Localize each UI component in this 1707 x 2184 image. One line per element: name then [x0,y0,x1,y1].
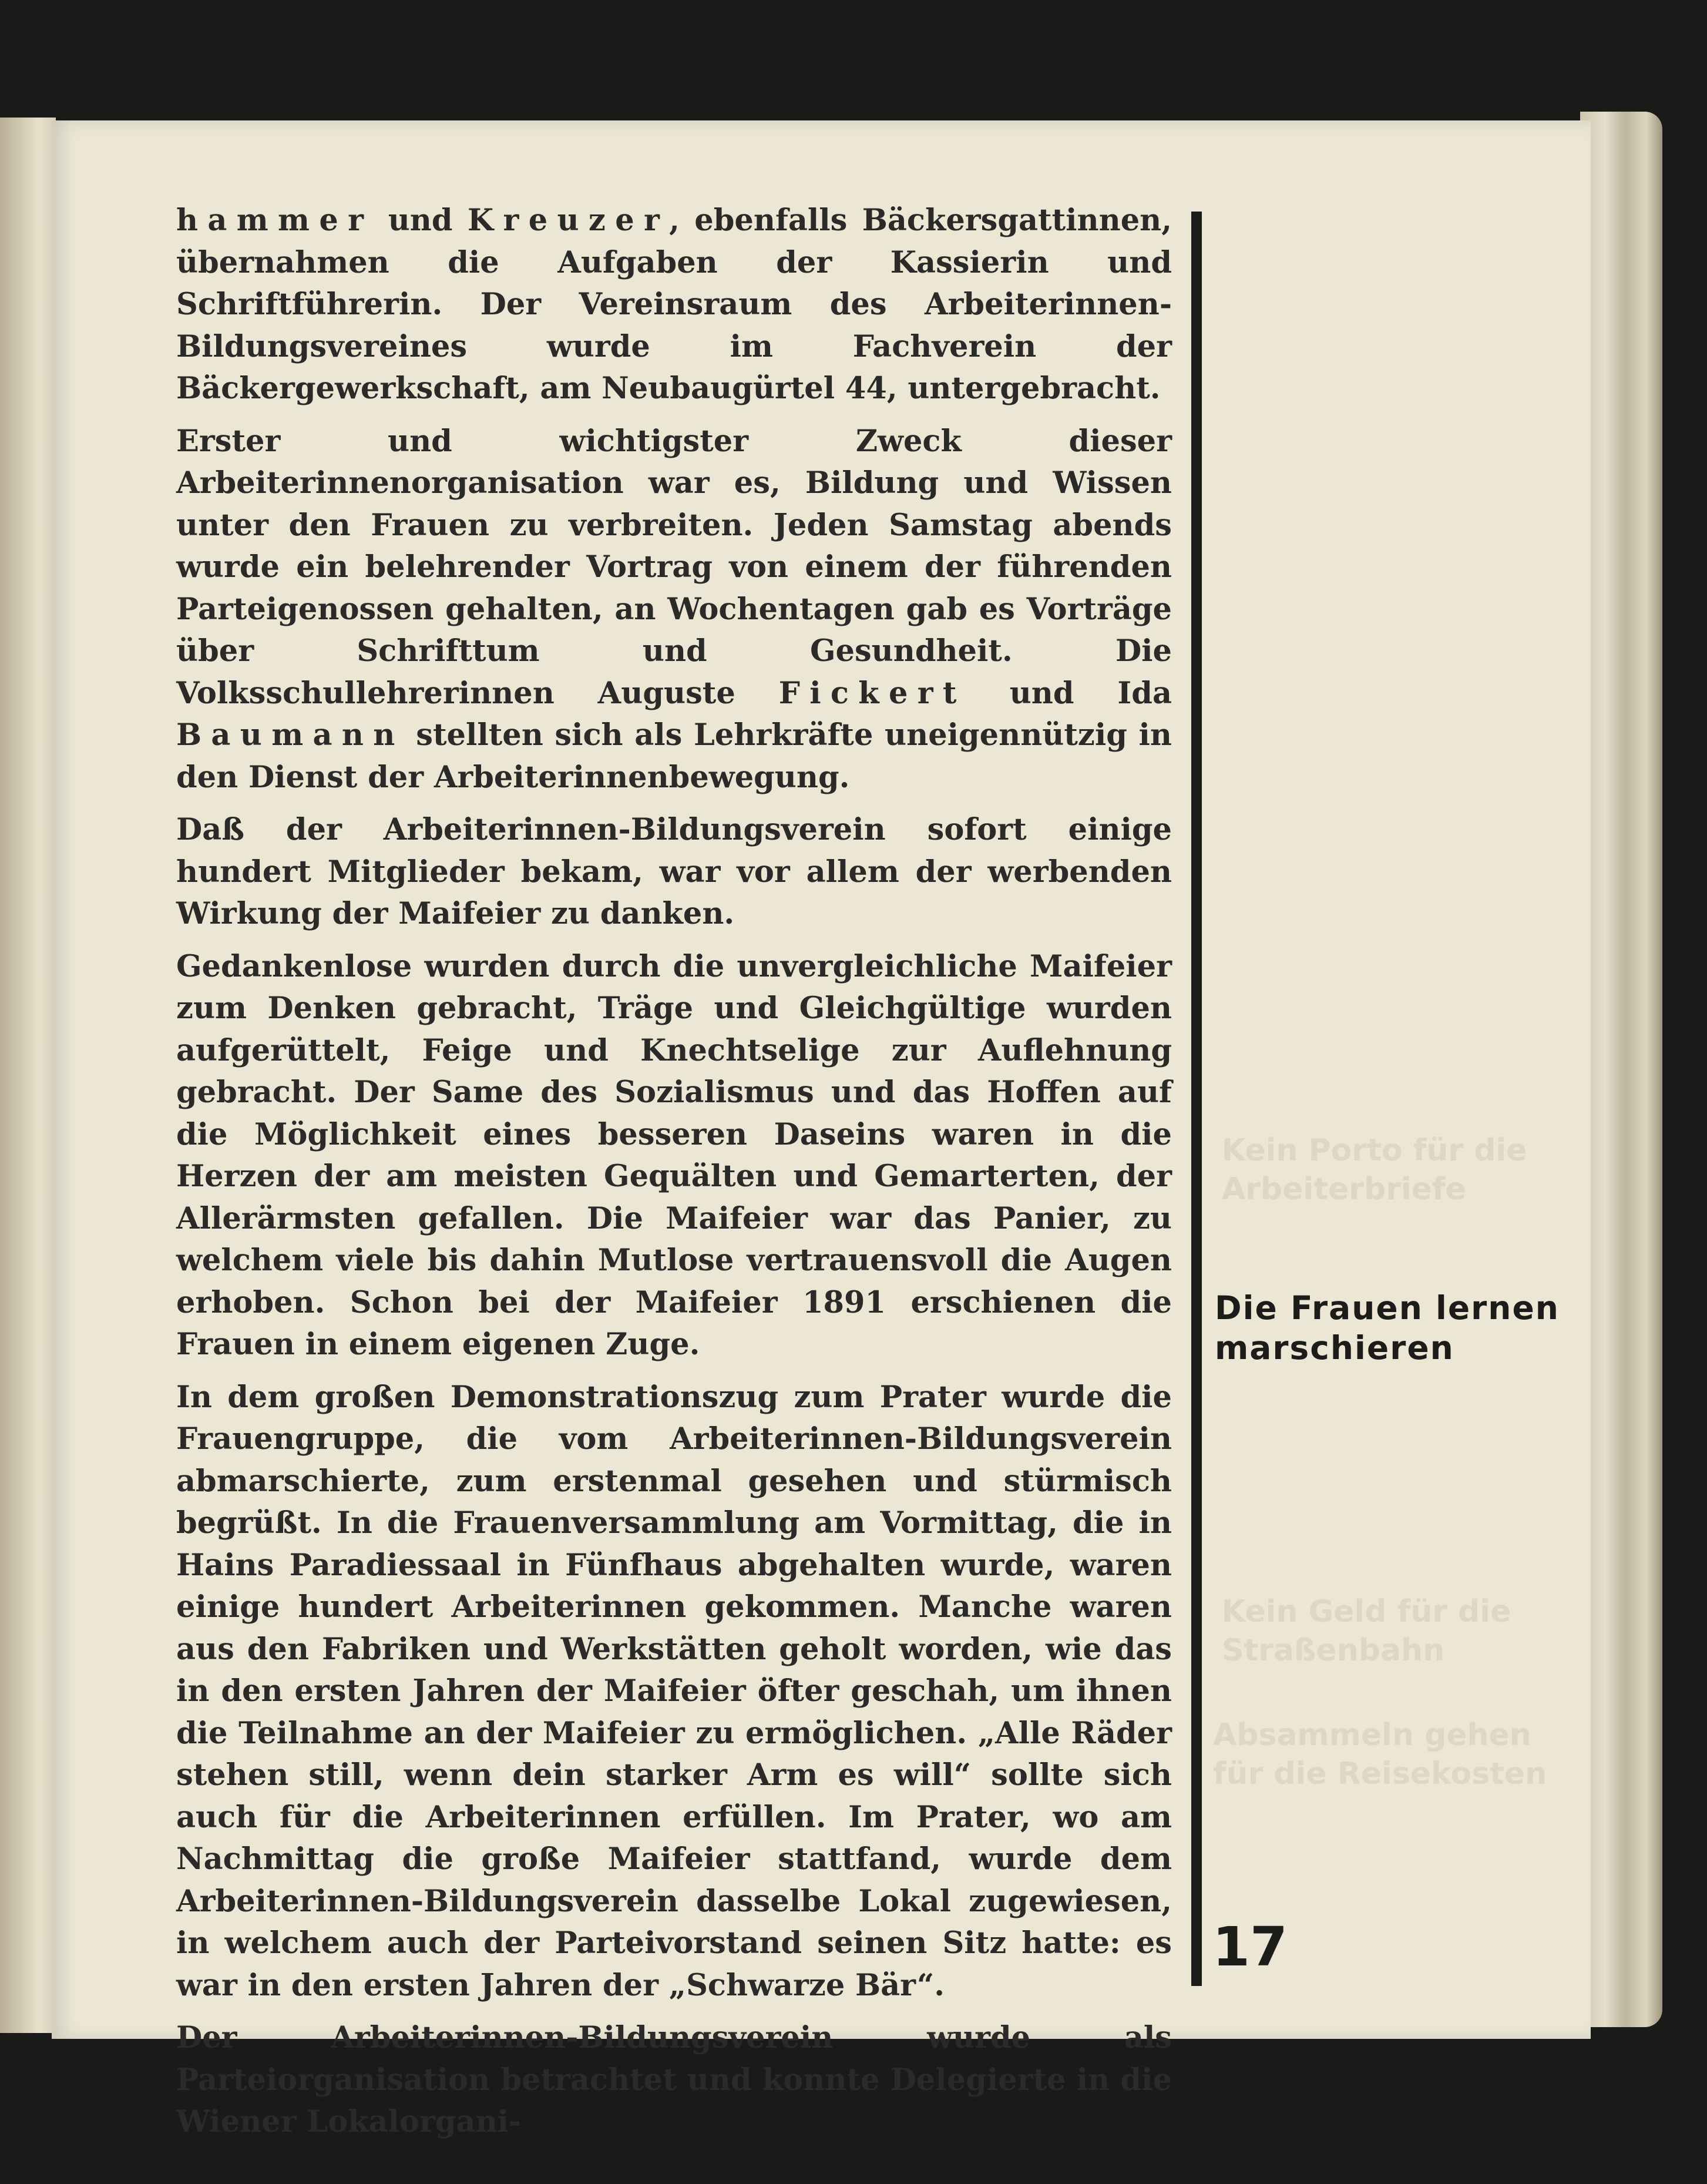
margin-note-line-1: Die Frauen lernen [1215,1289,1560,1327]
page-number: 17 [1212,1915,1288,1978]
main-text-column [176,200,1172,2154]
name-fickert: Fickert [778,675,966,711]
ghost-note-3: Absammeln gehen für die Reisekosten [1213,1717,1547,1792]
name-kreuzer: Kreuzer [467,203,670,238]
paragraph-4: Gedankenlose wurden durch die unvergleichliche Maifeier zum Denken gebracht, Träge und Gleichgültige wurden aufgerüttelt, Feige und Knechtselige zur Auflehnung gebracht. Der Same des Sozialismus und das Hoffen auf die Möglichkeit eines besseren Daseins waren in die Herzen der am meisten Gequälten und Gemarterten, der Allerärmsten gefallen. Die Maifeier war das Panier, zu welchem viele bis dahin Mutlose vertrauensvoll die Augen erhoben. Schon bei der Maifeier 1891 erschienen die Frauen in einem eigenen Zuge. [176,948,1172,1362]
name-hammer: hammer [176,203,374,238]
paragraph-6: Der Arbeiterinnen-Bildungsverein wurde als Parteiorganisation betrachtet und konnte Delegierte in die Wiener Lokalorgani- [176,2020,1172,2139]
paragraph-5: In dem großen Demonstrationszug zum Prater wurde die Frauengruppe, die vom Arbeiterinnen-Bildungsverein abmarschierte, zum erstenmal gesehen und stürmisch begrüßt. In die Frauenversammlung am Vormittag, die in Hains Paradiessaal in Fünfhaus abgehalten wurde, waren einige hundert Arbeiterinnen gekommen. Manche waren aus den Fabriken und Werkstätten geholt worden, wie das in den ersten Jahren der Maifeier öfter geschah, um ihnen die Teilnahme an der Maifeier zu ermöglichen. „Alle Räder stehen still, wenn dein starker Arm es will“ sollte sich auch für die Arbeiterinnen erfüllen. Im Prater, wo am Nachmittag die große Maifeier stattfand, wurde dem Arbeiterinnen-Bildungsverein dasselbe Lokal zugewiesen, in welchem auch der Parteivorstand seinen Sitz hatte: es war in den ersten Jahren der „Schwarze Bär“. [176,1379,1172,2003]
book-edge [1580,112,1662,2027]
paragraph-2: Erster und wichtigster Zweck dieser Arbeiterinnenorganisation war es, Bildung und Wissen unter den Frauen zu verbreiten. Jeden Samstag abends wurde ein belehrender Vortrag von einem der führenden Parteigenossen gehalten, an Wochentagen gab es Vorträge über Schrifttum und Gesundheit. Die Volksschullehrerinnen Auguste Fickert und Ida Baumann stellten sich als Lehrkräfte uneigennützig in den Dienst der Arbeiterinnenbewegung. [176,423,1172,795]
ghost-note-1: Kein Porto für die Arbeiterbriefe [1222,1133,1527,1207]
paragraph-1: hammer und Kreuzer, ebenfalls Bäckersgattinnen, übernahmen die Aufgaben der Kassierin und Schriftführerin. Der Vereinsraum des Arbeiterinnen-Bildungsvereines wurde im Fachverein der Bäckergewerkschaft, am Neubaugürtel 44, untergebracht. [176,203,1172,406]
margin-rule [1191,212,1202,1986]
left-page-edge [0,118,56,2033]
paragraph-3: Daß der Arbeiterinnen-Bildungsverein sofort einige hundert Mitglieder bekam, war vor allem der werbenden Wirkung der Maifeier zu danken. [176,812,1172,931]
margin-note-line-2: marschieren [1215,1329,1454,1367]
name-baumann: Baumann [176,717,405,753]
ghost-note-2: Kein Geld für die Straßenbahn [1222,1594,1511,1668]
margin-note [1215,1288,1567,1368]
